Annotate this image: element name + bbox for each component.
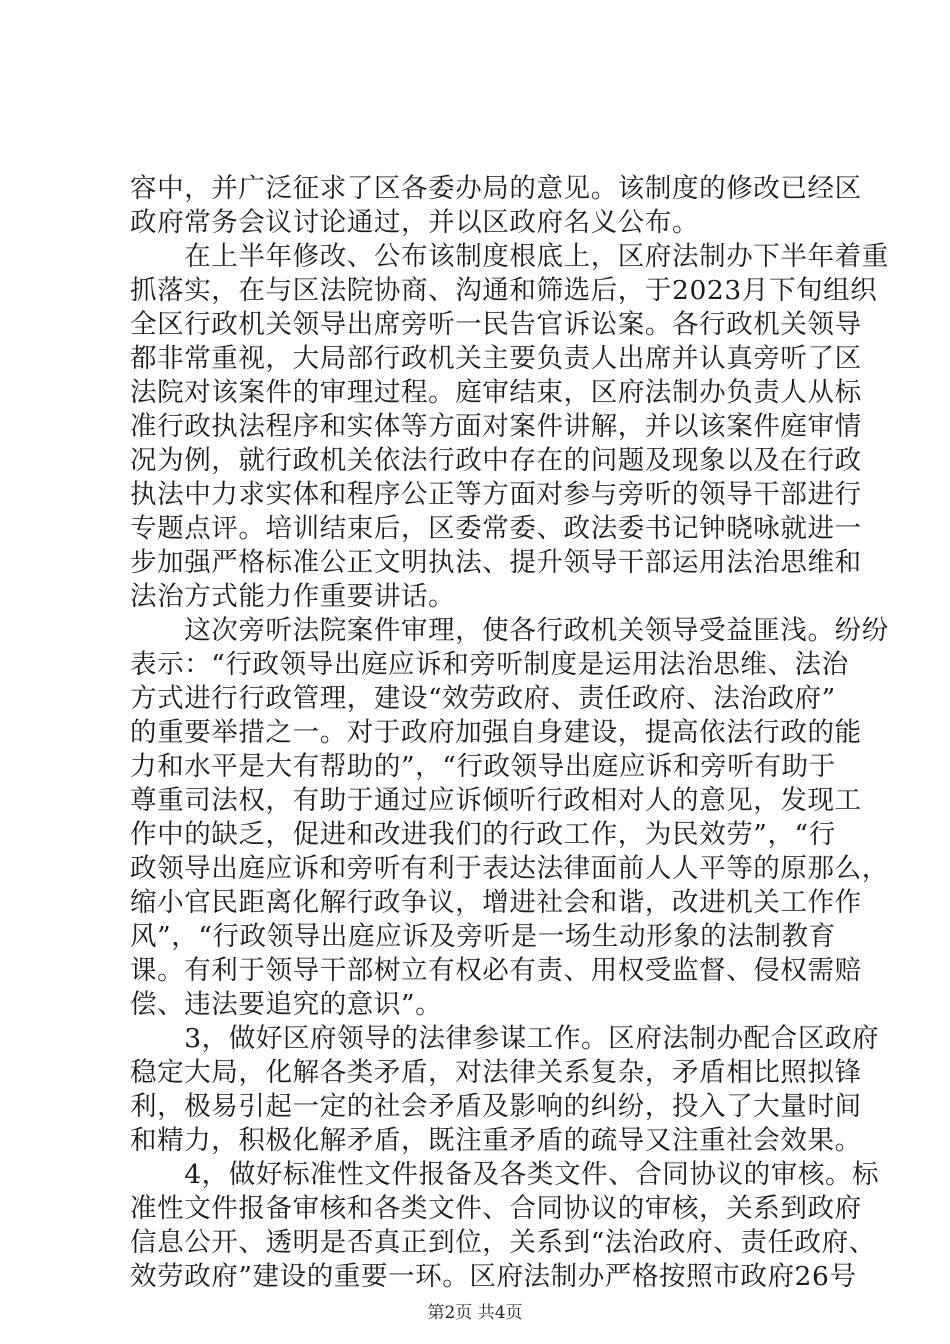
text-line: 法院对该案件的审理过程。庭审结束，区府法制办负责人从标: [130, 377, 862, 408]
text-line: 全区行政机关领导出席旁听一民告官诉讼案。各行政机关领导: [130, 309, 862, 340]
text-line: 准性文件报备审核和各类文件、合同协议的审核，关系到政府: [130, 1193, 862, 1224]
text-line: 作中的缺乏，促进和改进我们的行政工作，为民效劳”，“行: [130, 819, 836, 850]
text-line: 课。有利于领导干部树立有权必有责、用权受监督、侵权需赔: [130, 955, 862, 986]
text-line: 缩小官民距离化解行政争议，增进社会和谐，改进机关工作作: [130, 887, 862, 918]
text-line: 专题点评。培训结束后，区委常委、政法委书记钟晓咏就进一: [130, 513, 862, 544]
text-line: 效劳政府”建设的重要一环。区府法制办严格按照市政府26号: [130, 1261, 857, 1292]
text-line: 利，极易引起一定的社会矛盾及影响的纠纷，投入了大量时间: [130, 1091, 862, 1122]
text-line: 4，做好标准性文件报备及各类文件、合同协议的审核。标: [130, 1159, 880, 1190]
text-line: 政府常务会议讨论通过，并以区政府名义公布。: [130, 207, 700, 238]
text-line: 法治方式能力作重要讲话。: [130, 581, 456, 612]
text-line: 稳定大局，化解各类矛盾，对法律关系复杂，矛盾相比照拟锋: [130, 1057, 862, 1088]
text-line: 都非常重视，大局部行政机关主要负责人出席并认真旁听了区: [130, 343, 862, 374]
text-line: 在上半年修改、公布该制度根底上，区府法制办下半年着重: [130, 241, 889, 272]
text-line: 政领导出庭应诉和旁听有利于表达法律面前人人平等的原那么，: [130, 853, 889, 884]
text-line: 抓落实，在与区法院协商、沟通和筛选后，于2023月下旬组织: [130, 275, 878, 306]
text-line: 信息公开、透明是否真正到位，关系到“法治政府、责任政府、: [130, 1227, 876, 1258]
text-line: 准行政执法程序和实体等方面对案件讲解，并以该案件庭审情: [130, 411, 862, 442]
text-line: 这次旁听法院案件审理，使各行政机关领导受益匪浅。纷纷: [130, 615, 889, 646]
text-line: 和精力，积极化解矛盾，既注重矛盾的疏导又注重社会效果。: [130, 1125, 862, 1156]
text-line: 3，做好区府领导的法律参谋工作。区府法制办配合区政府: [130, 1023, 880, 1054]
text-line: 况为例，就行政机关依法行政中存在的问题及现象以及在行政: [130, 445, 862, 476]
text-line: 偿、违法要追究的意识”。: [130, 989, 443, 1020]
text-line: 风”，“行政领导出庭应诉及旁听是一场生动形象的法制教育: [130, 921, 836, 952]
text-line: 力和水平是大有帮助的”，“行政领导出庭应诉和旁听有助于: [130, 751, 836, 782]
text-line: 步加强严格标准公正文明执法、提升领导干部运用法治思维和: [130, 547, 862, 578]
text-line: 尊重司法权，有助于通过应诉倾听行政相对人的意见，发现工: [130, 785, 862, 816]
page-number-footer: 第2页 共4页: [427, 1303, 523, 1323]
text-line: 表示：“行政领导出庭应诉和旁听制度是运用法治思维、法治: [130, 649, 849, 680]
text-line: 方式进行行政管理，建设“效劳政府、责任政府、法治政府”: [130, 683, 836, 714]
text-line: 的重要举措之一。对于政府加强自身建设，提高依法行政的能: [130, 717, 862, 748]
text-line: 容中，并广泛征求了区各委办局的意见。该制度的修改已经区: [130, 173, 862, 204]
text-line: 执法中力求实体和程序公正等方面对参与旁听的领导干部进行: [130, 479, 862, 510]
